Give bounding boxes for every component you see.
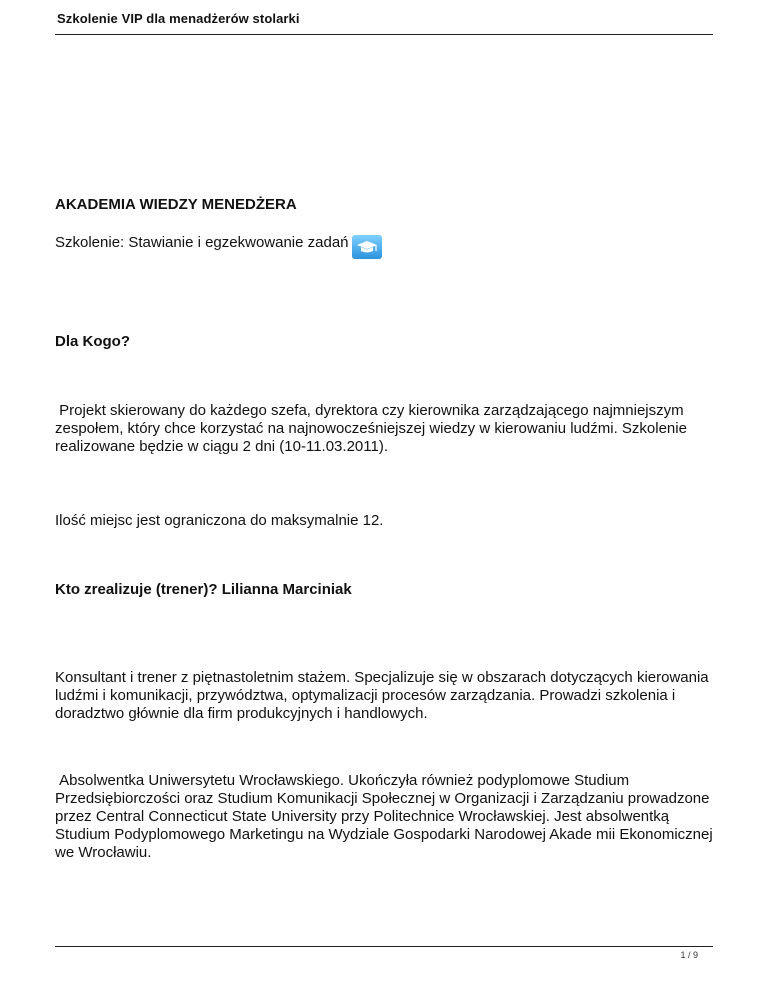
graduation-cap-icon: [352, 235, 382, 259]
trainer-education-paragraph: Absolwentka Uniwersytetu Wrocławskiego. Ukończyła również podyplomowe Studium Przedsiębiorczości oraz Studium Komunikacji Społecznej w Organizacji i Zarządzaniu prowadzone przez Central Connecticut State University przy Politechnice Wrocławskiej. Jest absolwentką Studium Podyplomowego Marketingu na Wydziale Gospodarki Narodowej Akade mii Ekonomicznej we Wrocławiu.: [55, 772, 717, 861]
trainer-bio-paragraph: Konsultant i trener z piętnastoletnim stażem. Specjalizuje się w obszarach dotyczących kierowania ludźmi i komunikacji, przywództwa, optymalizacji procesów zarządzania. Prowadzi szkolenia i doradztwo głównie dla firm produkcyjnych i handlowych.: [55, 669, 709, 722]
academy-title: AKADEMIA WIEDZY MENEDŻERA: [55, 196, 297, 213]
footer-divider: [55, 946, 713, 947]
training-line: [55, 234, 382, 259]
page-number: 1 / 9: [680, 950, 698, 960]
page-header-title: Szkolenie VIP dla menadżerów stolarki: [57, 11, 300, 26]
for-whom-heading: Dla Kogo?: [55, 333, 130, 350]
training-label: Szkolenie: Stawianie i egzekwowanie zadań: [55, 234, 349, 251]
trainer-heading: Kto zrealizuje (trener)? Lilianna Marciniak: [55, 581, 352, 598]
seats-paragraph: Ilość miejsc jest ograniczona do maksymalnie 12.: [55, 512, 384, 529]
header-divider: [55, 34, 713, 35]
for-whom-paragraph: Projekt skierowany do każdego szefa, dyrektora czy kierownika zarządzającego najmniejszym zespołem, który chce korzystać na najnowocześniejszej wiedzy w kierowaniu ludźmi. Szkolenie realizowane będzie w ciągu 2 dni (10-11.03.2011).: [55, 402, 692, 455]
